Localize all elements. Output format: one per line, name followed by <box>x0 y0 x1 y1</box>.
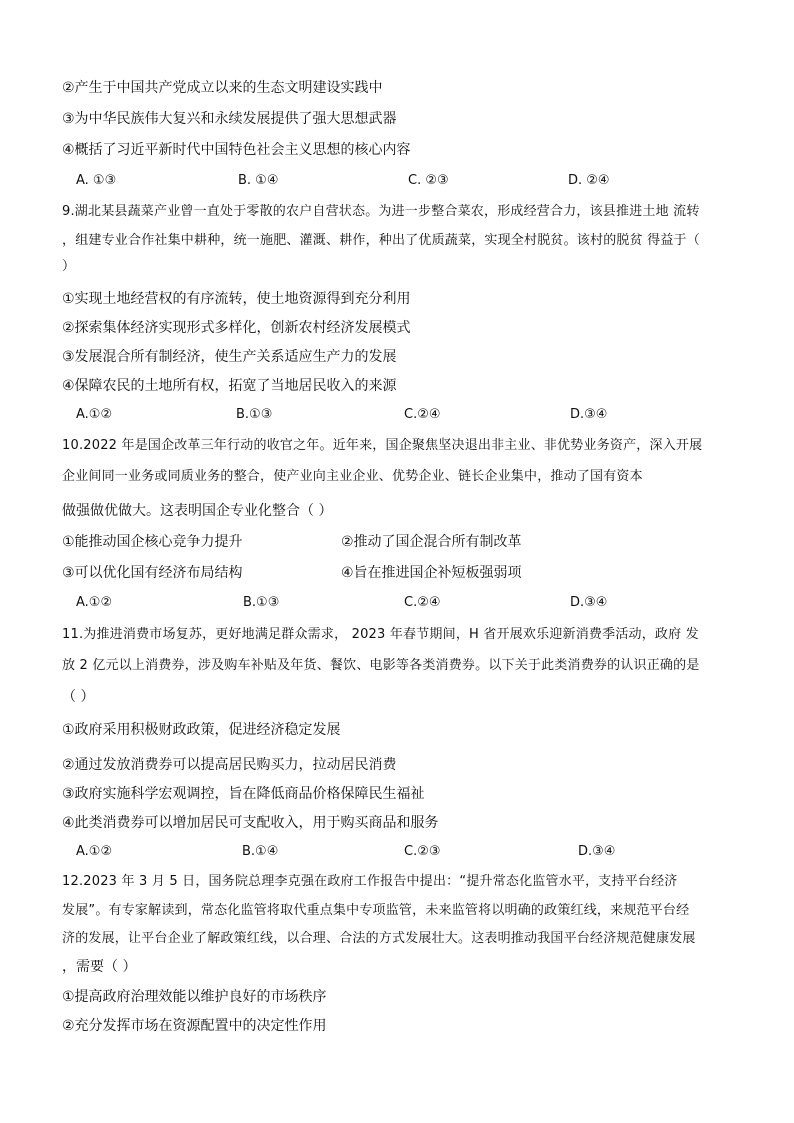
q9-stem-line-3: ） <box>62 259 76 274</box>
q9-statement-2: ②探索集体经济实现形式多样化，创新农村经济发展模式 <box>62 320 411 336</box>
q11-stem-line-2: 放 2 亿元以上消费券，涉及购车补贴及年货、餐饮、电影等各类消费券。以下关于此类消费券的认识正确的是 <box>62 658 700 673</box>
q11-stem-line-1: 11.为推进消费市场复苏，更好地满足群众需求， 2023 年春节期间，H 省开展欢乐迎新消费季活动，政府 发 <box>62 627 699 642</box>
q10-stem-line-2: 企业间同一业务或同质业务的整合，使产业向主业企业、优势企业、链长企业集中，推动了国有资本 <box>62 469 643 484</box>
q9-statement-1: ①实现土地经营权的有序流转，使土地资源得到充分利用 <box>62 291 411 307</box>
q9-statement-4: ④保障农民的土地所有权，拓宽了当地居民收入的来源 <box>62 378 397 394</box>
q10-stem-line-1: 10.2022 年是国企改革三年行动的收官之年。近年来，国企聚焦坚决退出非主业、非优势业务资产，深入开展 <box>62 438 703 453</box>
q9-option-a: A.①② <box>76 407 113 422</box>
q9-statement-3: ③发展混合所有制经济，使生产关系适应生产力的发展 <box>62 349 397 365</box>
q8-statement-3: ③为中华民族伟大复兴和永续发展提供了强大思想武器 <box>62 111 397 127</box>
q9-option-b: B.①③ <box>236 407 273 422</box>
q8-statement-4: ④概括了习近平新时代中国特色社会主义思想的核心内容 <box>62 142 411 158</box>
q11-options <box>76 844 716 862</box>
q10-statement-3: ③可以优化国有经济布局结构 <box>62 565 243 581</box>
q10-statement-1: ①能推动国企核心竞争力提升 <box>62 534 243 550</box>
q11-statement-2: ②通过发放消费券可以提高居民购买力，拉动居民消费 <box>62 757 397 773</box>
q11-option-c: C.②③ <box>404 844 441 859</box>
q9-option-d: D.③④ <box>570 407 608 422</box>
q11-statement-1: ①政府采用积极财政政策，促进经济稳定发展 <box>62 722 341 738</box>
q10-options <box>76 595 716 613</box>
q9-stem-line-2: ，组建专业合作社集中耕种，统一施肥、灌溉、耕作，种出了优质蔬菜，实现全村脱贫。该村的脱贫 得益于（ <box>62 233 700 248</box>
q11-statement-3: ③政府实施科学宏观调控，旨在降低商品价格保障民生福祉 <box>62 786 425 802</box>
q8-option-a: A. ①③ <box>76 173 117 188</box>
q10-statement-4: ④旨在推进国企补短板强弱项 <box>341 565 522 581</box>
q11-option-a: A.①② <box>76 844 113 859</box>
q8-option-d: D. ②④ <box>568 173 610 188</box>
q11-option-d: D.③④ <box>578 844 616 859</box>
q10-stem-line-3: 做强做优做大。这表明国企专业化整合（ ） <box>62 503 333 519</box>
q12-stem-line-4: ，需要（ ） <box>62 959 137 975</box>
q12-statement-2: ②充分发挥市场在资源配置中的决定性作用 <box>62 1018 327 1034</box>
q8-option-c: C. ②③ <box>408 173 449 188</box>
q10-statement-2: ②推动了国企混合所有制改革 <box>341 534 522 550</box>
q12-stem-line-2: 发展”。有专家解读到，常态化监管将取代重点集中专项监管，未来监管将以明确的政策红线，来规范平台经 <box>62 903 690 918</box>
q9-stem-line-1: 9.湖北某县蔬菜产业曾一直处于零散的农户自营状态。为进一步整合菜农，形成经营合力，该县推进土地 流转 <box>62 204 700 219</box>
q8-option-b: B. ①④ <box>238 173 279 188</box>
q10-option-b: B.①③ <box>243 595 280 610</box>
q11-stem-line-3: （ ） <box>62 689 95 705</box>
q9-options <box>76 407 716 425</box>
q11-option-b: B.①④ <box>242 844 279 859</box>
q8-statement-2: ②产生于中国共产党成立以来的生态文明建设实践中 <box>62 80 383 96</box>
q12-statement-1: ①提高政府治理效能以维护良好的市场秩序 <box>62 989 327 1005</box>
q10-option-d: D.③④ <box>570 595 608 610</box>
q11-statement-4: ④此类消费券可以增加居民可支配收入，用于购买商品和服务 <box>62 815 439 831</box>
q12-stem-line-3: 济的发展，让平台企业了解政策红线，以合理、合法的方式发展壮大。这表明推动我国平台经济规范健康发展 <box>62 931 696 946</box>
q10-option-a: A.①② <box>76 595 113 610</box>
q12-stem-line-1: 12.2023 年 3 月 5 日，国务院总理李克强在政府工作报告中提出：“提升常态化监管水平，支持平台经济 <box>62 874 678 889</box>
q10-option-c: C.②④ <box>404 595 441 610</box>
q8-options <box>76 173 716 191</box>
q9-option-c: C.②④ <box>404 407 441 422</box>
